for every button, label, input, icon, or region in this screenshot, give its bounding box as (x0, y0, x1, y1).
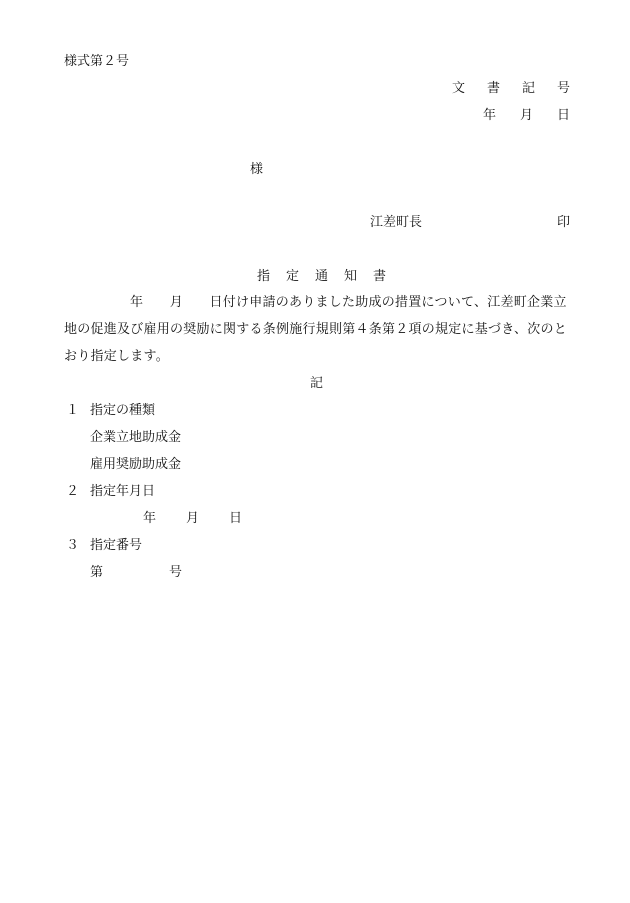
sender-name: 江差町長 (370, 215, 423, 230)
addressee-suffix: 様 (250, 162, 264, 177)
item-number-3: ３ (66, 538, 80, 553)
item-label-designation-date: 指定年月日 (90, 484, 156, 499)
designation-number-value: 第号 (90, 565, 249, 580)
document-number-label: 文書記号 (451, 81, 592, 96)
form-number: 様式第２号 (64, 54, 130, 69)
designation-date-value: 年月日 (143, 511, 273, 526)
record-heading: 記 (310, 376, 324, 391)
document-date-label: 年月日 (482, 108, 594, 123)
item-number-2: ２ (66, 484, 80, 499)
sub-item-location-grant: 企業立地助成金 (90, 430, 182, 445)
body-paragraph: 年 月 日付け申請のありました助成の措置について、江差町企業立地の促進及び雇用の奨励に関する条例施行規則第４条第２項の規定に基づき、次のとおり指定します。 (64, 295, 567, 364)
seal-mark: 印 (557, 215, 571, 230)
item-number-1: １ (66, 403, 80, 418)
document-title: 指定通知書 (257, 269, 403, 284)
item-label-designation-number: 指定番号 (90, 538, 143, 553)
item-label-designation-type: 指定の種類 (90, 403, 156, 418)
sub-item-employment-grant: 雇用奨励助成金 (90, 457, 182, 472)
